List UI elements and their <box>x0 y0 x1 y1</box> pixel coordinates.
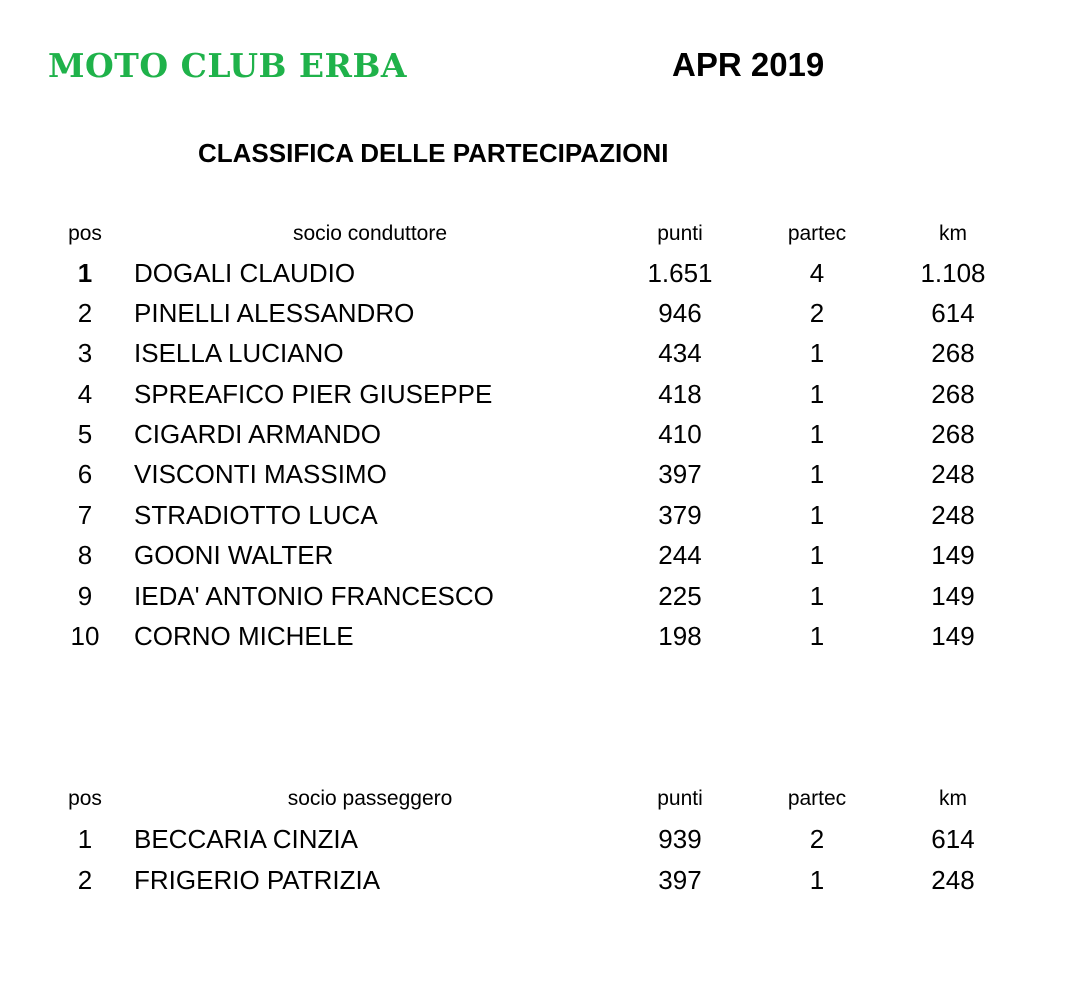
row-name: ISELLA LUCIANO <box>134 338 344 368</box>
table-row <box>0 459 1066 499</box>
row-name: GOONI WALTER <box>134 540 334 570</box>
row-km: 248 <box>931 459 975 489</box>
row-punti: 198 <box>658 621 702 651</box>
col-header-name: socio conduttore <box>292 222 448 245</box>
row-partec: 1 <box>809 419 825 449</box>
table-row <box>0 419 1066 459</box>
row-punti: 397 <box>658 459 702 489</box>
row-pos: 4 <box>77 379 93 409</box>
row-km: 248 <box>931 500 975 530</box>
row-punti: 379 <box>658 500 702 530</box>
col-header-punti: punti <box>657 787 703 810</box>
row-name: VISCONTI MASSIMO <box>134 459 387 489</box>
row-partec: 1 <box>809 338 825 368</box>
row-km: 1.108 <box>920 258 986 288</box>
table-row <box>0 298 1066 338</box>
row-partec: 1 <box>809 459 825 489</box>
row-pos: 2 <box>77 865 93 895</box>
table-row <box>0 338 1066 378</box>
ranking-title: CLASSIFICA DELLE PARTECIPAZIONI <box>198 138 669 168</box>
row-partec: 2 <box>809 298 825 328</box>
row-name: FRIGERIO PATRIZIA <box>134 865 381 895</box>
row-pos: 1 <box>77 824 93 854</box>
row-pos: 3 <box>77 338 93 368</box>
col-header-km: km <box>939 787 967 810</box>
row-name: BECCARIA CINZIA <box>134 824 358 854</box>
row-punti: 244 <box>658 540 702 570</box>
row-pos: 5 <box>77 419 93 449</box>
row-km: 149 <box>931 621 975 651</box>
row-partec: 1 <box>809 540 825 570</box>
row-km: 149 <box>931 540 975 570</box>
row-pos: 2 <box>77 298 93 328</box>
row-name: DOGALI CLAUDIO <box>134 258 356 288</box>
row-pos: 8 <box>77 540 93 570</box>
row-partec: 4 <box>809 258 825 288</box>
row-partec: 1 <box>809 500 825 530</box>
period-label: APR 2019 <box>672 46 825 83</box>
club-name: MOTO CLUB ERBA <box>48 46 407 85</box>
row-km: 268 <box>931 379 975 409</box>
row-name: CIGARDI ARMANDO <box>134 419 382 449</box>
row-punti: 225 <box>658 581 702 611</box>
row-km: 268 <box>931 338 975 368</box>
col-header-pos: pos <box>68 787 102 810</box>
row-pos: 1 <box>77 258 93 288</box>
row-punti: 410 <box>658 419 702 449</box>
row-name: PINELLI ALESSANDRO <box>134 298 415 328</box>
row-name: STRADIOTTO LUCA <box>134 500 378 530</box>
drivers-header-row <box>0 222 1066 262</box>
row-punti: 418 <box>658 379 702 409</box>
table-row <box>0 540 1066 580</box>
row-partec: 1 <box>809 621 825 651</box>
row-punti: 397 <box>658 865 702 895</box>
table-row <box>0 824 1066 864</box>
row-name: CORNO MICHELE <box>134 621 354 651</box>
row-km: 614 <box>931 824 975 854</box>
row-punti: 939 <box>658 824 702 854</box>
row-name: IEDA' ANTONIO FRANCESCO <box>134 581 494 611</box>
col-header-partec: partec <box>787 787 847 810</box>
col-header-punti: punti <box>657 222 703 245</box>
col-header-pos: pos <box>68 222 102 245</box>
row-km: 149 <box>931 581 975 611</box>
row-km: 268 <box>931 419 975 449</box>
row-pos: 10 <box>70 621 100 651</box>
col-header-name: socio passeggero <box>287 787 453 810</box>
row-partec: 1 <box>809 379 825 409</box>
table-row <box>0 258 1066 298</box>
table-row <box>0 500 1066 540</box>
row-km: 614 <box>931 298 975 328</box>
table-row <box>0 379 1066 419</box>
row-partec: 2 <box>809 824 825 854</box>
row-pos: 7 <box>77 500 93 530</box>
row-punti: 1.651 <box>647 258 713 288</box>
row-partec: 1 <box>809 581 825 611</box>
row-name: SPREAFICO PIER GIUSEPPE <box>134 379 493 409</box>
table-row <box>0 621 1066 661</box>
row-km: 248 <box>931 865 975 895</box>
row-pos: 9 <box>77 581 93 611</box>
row-partec: 1 <box>809 865 825 895</box>
row-punti: 946 <box>658 298 702 328</box>
row-pos: 6 <box>77 459 93 489</box>
passengers-header-row <box>0 787 1066 827</box>
col-header-partec: partec <box>787 222 847 245</box>
table-row <box>0 581 1066 621</box>
table-row <box>0 865 1066 905</box>
row-punti: 434 <box>658 338 702 368</box>
col-header-km: km <box>939 222 967 245</box>
